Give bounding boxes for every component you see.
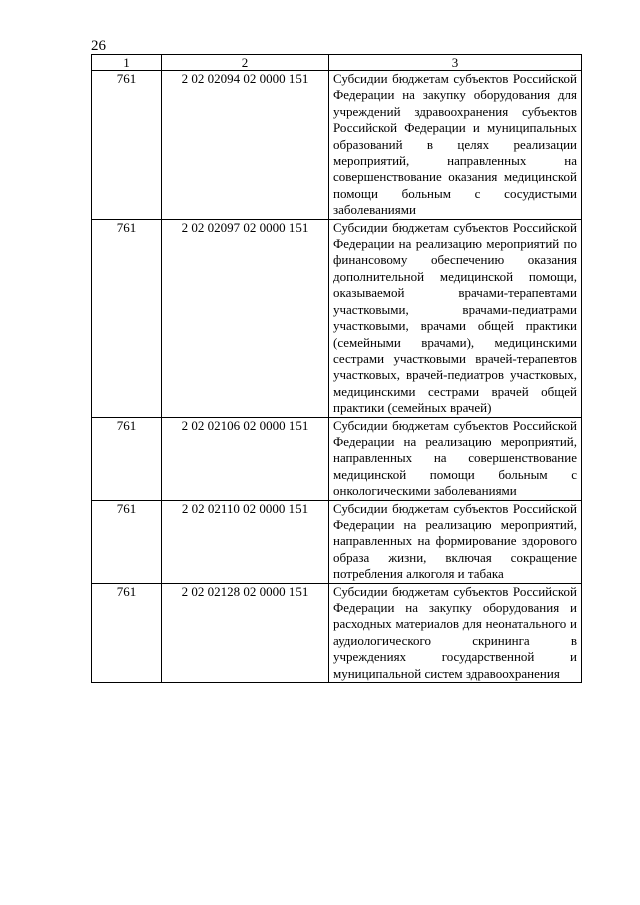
classification-code-cell: 2 02 02106 02 0000 151: [162, 417, 329, 500]
administrator-code-cell: 761: [92, 71, 162, 220]
classification-code-cell: 2 02 02094 02 0000 151: [162, 71, 329, 220]
table-row: [92, 219, 582, 417]
administrator-code-cell: 761: [92, 417, 162, 500]
classification-code-cell: 2 02 02128 02 0000 151: [162, 583, 329, 682]
description-cell: Субсидии бюджетам субъектов Российской Федерации на реализацию мероприятий, направленных на совершенствование медицинской помощи больным с онкологическими заболеваниями: [329, 417, 582, 500]
column-header-1: 1: [92, 55, 162, 71]
table-row: [92, 500, 582, 583]
column-header-2: 2: [162, 55, 329, 71]
table-row: [92, 417, 582, 500]
page-number: 26: [91, 38, 106, 54]
administrator-code-cell: 761: [92, 219, 162, 417]
description-cell: Субсидии бюджетам субъектов Российской Федерации на реализацию мероприятий по финансовому обеспечению оказания дополнительной медицинской помощи, оказываемой врачами-терапевтами участковыми, врачами-педиатрами участковыми, врачами общей практики (семейными врачами), медицинскими сестрами участковыми врачей-терапевтов участковых, врачей-педиатров участковых, медицинскими сестрами врачей общей практики (семейных врачей): [329, 219, 582, 417]
description-cell: Субсидии бюджетам субъектов Российской Федерации на закупку оборудования для учреждений здравоохранения субъектов Российской Федерации и муниципальных образований в целях реализации мероприятий, направленных на совершенствование оказания медицинской помощи больным с сосудистыми заболеваниями: [329, 71, 582, 220]
column-header-3: 3: [329, 55, 582, 71]
table-row: [92, 71, 582, 220]
budget-classification-table: [91, 54, 582, 683]
administrator-code-cell: 761: [92, 500, 162, 583]
table-header-row: [92, 55, 582, 71]
classification-code-cell: 2 02 02110 02 0000 151: [162, 500, 329, 583]
description-cell: Субсидии бюджетам субъектов Российской Федерации на закупку оборудования и расходных материалов для неонатального и аудиологического скрининга в учреждениях государственной и муниципальной систем здравоохранения: [329, 583, 582, 682]
administrator-code-cell: 761: [92, 583, 162, 682]
description-cell: Субсидии бюджетам субъектов Российской Федерации на реализацию мероприятий, направленных на формирование здорового образа жизни, включая сокращение потребления алкоголя и табака: [329, 500, 582, 583]
table-row: [92, 583, 582, 682]
classification-code-cell: 2 02 02097 02 0000 151: [162, 219, 329, 417]
